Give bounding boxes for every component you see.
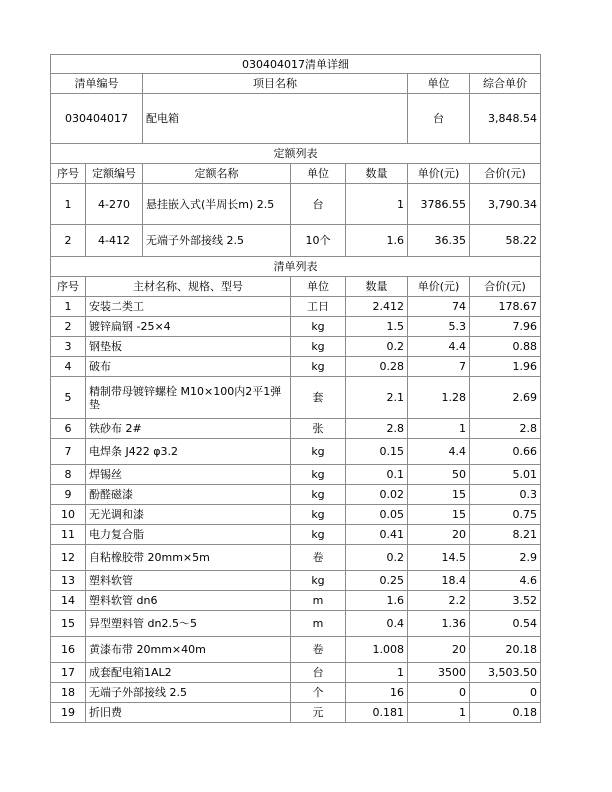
material-unit: 卷 bbox=[291, 545, 346, 571]
material-unit-price: 50 bbox=[408, 465, 470, 485]
material-unit: 套 bbox=[291, 377, 346, 419]
item-row bbox=[51, 94, 541, 144]
material-unit: kg bbox=[291, 439, 346, 465]
quota-col-unit: 单位 bbox=[291, 164, 346, 184]
material-qty: 0.02 bbox=[346, 485, 408, 505]
material-seq: 6 bbox=[51, 419, 86, 439]
material-unit-price: 20 bbox=[408, 637, 470, 663]
material-unit: kg bbox=[291, 505, 346, 525]
material-unit-price: 4.4 bbox=[408, 337, 470, 357]
material-seq: 15 bbox=[51, 611, 86, 637]
material-total: 0.54 bbox=[470, 611, 541, 637]
material-name: 黄漆布带 20mm×40m bbox=[86, 637, 291, 663]
quota-name: 悬挂嵌入式(半周长m) 2.5 bbox=[143, 184, 291, 225]
material-total: 2.69 bbox=[470, 377, 541, 419]
quota-name: 无端子外部接线 2.5 bbox=[143, 225, 291, 257]
material-unit: 卷 bbox=[291, 637, 346, 663]
material-unit: kg bbox=[291, 485, 346, 505]
material-total: 0.88 bbox=[470, 337, 541, 357]
table-row bbox=[51, 611, 541, 637]
material-name: 折旧费 bbox=[86, 703, 291, 723]
item-price: 3,848.54 bbox=[470, 94, 541, 144]
material-name: 镀锌扁钢 -25×4 bbox=[86, 317, 291, 337]
material-qty: 16 bbox=[346, 683, 408, 703]
material-unit: m bbox=[291, 611, 346, 637]
material-total: 0 bbox=[470, 683, 541, 703]
header-name: 项目名称 bbox=[143, 74, 408, 94]
material-seq: 5 bbox=[51, 377, 86, 419]
material-total: 0.66 bbox=[470, 439, 541, 465]
quota-col-qty: 数量 bbox=[346, 164, 408, 184]
materials-col-unit: 单位 bbox=[291, 277, 346, 297]
materials-header-row bbox=[51, 277, 541, 297]
table-row bbox=[51, 545, 541, 571]
material-unit-price: 5.3 bbox=[408, 317, 470, 337]
material-name: 成套配电箱1AL2 bbox=[86, 663, 291, 683]
header-row bbox=[51, 74, 541, 94]
header-price: 综合单价 bbox=[470, 74, 541, 94]
material-seq: 9 bbox=[51, 485, 86, 505]
material-seq: 4 bbox=[51, 357, 86, 377]
materials-col-qty: 数量 bbox=[346, 277, 408, 297]
material-total: 3,503.50 bbox=[470, 663, 541, 683]
material-name: 塑料软管 bbox=[86, 571, 291, 591]
material-unit-price: 0 bbox=[408, 683, 470, 703]
material-total: 7.96 bbox=[470, 317, 541, 337]
material-total: 5.01 bbox=[470, 465, 541, 485]
material-total: 0.18 bbox=[470, 703, 541, 723]
table-row bbox=[51, 525, 541, 545]
item-name: 配电箱 bbox=[143, 94, 408, 144]
material-unit: 元 bbox=[291, 703, 346, 723]
material-seq: 17 bbox=[51, 663, 86, 683]
material-unit: 个 bbox=[291, 683, 346, 703]
quota-seq: 1 bbox=[51, 184, 86, 225]
material-seq: 1 bbox=[51, 297, 86, 317]
material-total: 4.6 bbox=[470, 571, 541, 591]
item-unit: 台 bbox=[408, 94, 470, 144]
material-qty: 0.25 bbox=[346, 571, 408, 591]
table-row bbox=[51, 419, 541, 439]
quota-seq: 2 bbox=[51, 225, 86, 257]
material-name: 酚醛磁漆 bbox=[86, 485, 291, 505]
material-unit-price: 1.36 bbox=[408, 611, 470, 637]
materials-section-row bbox=[51, 257, 541, 277]
material-unit-price: 18.4 bbox=[408, 571, 470, 591]
material-unit-price: 14.5 bbox=[408, 545, 470, 571]
table-row bbox=[51, 357, 541, 377]
material-name: 塑料软管 dn6 bbox=[86, 591, 291, 611]
table-row bbox=[51, 465, 541, 485]
material-seq: 10 bbox=[51, 505, 86, 525]
material-name: 无端子外部接线 2.5 bbox=[86, 683, 291, 703]
item-code: 030404017 bbox=[51, 94, 143, 144]
table-row bbox=[51, 663, 541, 683]
material-seq: 19 bbox=[51, 703, 86, 723]
material-unit: 张 bbox=[291, 419, 346, 439]
material-seq: 12 bbox=[51, 545, 86, 571]
table-row bbox=[51, 337, 541, 357]
table-row bbox=[51, 297, 541, 317]
quota-row bbox=[51, 184, 541, 225]
material-unit: kg bbox=[291, 525, 346, 545]
material-total: 20.18 bbox=[470, 637, 541, 663]
material-name: 钢垫板 bbox=[86, 337, 291, 357]
quota-unit: 台 bbox=[291, 184, 346, 225]
material-qty: 1.008 bbox=[346, 637, 408, 663]
material-unit-price: 1 bbox=[408, 419, 470, 439]
quota-total: 58.22 bbox=[470, 225, 541, 257]
material-qty: 0.181 bbox=[346, 703, 408, 723]
material-total: 0.3 bbox=[470, 485, 541, 505]
material-qty: 2.412 bbox=[346, 297, 408, 317]
table-row bbox=[51, 317, 541, 337]
material-unit: kg bbox=[291, 337, 346, 357]
material-total: 8.21 bbox=[470, 525, 541, 545]
table-row bbox=[51, 505, 541, 525]
material-unit-price: 15 bbox=[408, 485, 470, 505]
material-unit-price: 20 bbox=[408, 525, 470, 545]
quota-col-total: 合价(元) bbox=[470, 164, 541, 184]
quota-col-unit-price: 单价(元) bbox=[408, 164, 470, 184]
quota-unit-price: 3786.55 bbox=[408, 184, 470, 225]
table-row bbox=[51, 683, 541, 703]
material-seq: 2 bbox=[51, 317, 86, 337]
material-seq: 16 bbox=[51, 637, 86, 663]
quota-total: 3,790.34 bbox=[470, 184, 541, 225]
quota-col-name: 定额名称 bbox=[143, 164, 291, 184]
material-unit-price: 15 bbox=[408, 505, 470, 525]
material-seq: 11 bbox=[51, 525, 86, 545]
quota-qty: 1.6 bbox=[346, 225, 408, 257]
quota-code: 4-412 bbox=[86, 225, 143, 257]
material-seq: 18 bbox=[51, 683, 86, 703]
quota-unit-price: 36.35 bbox=[408, 225, 470, 257]
material-qty: 0.2 bbox=[346, 337, 408, 357]
material-name: 焊锡丝 bbox=[86, 465, 291, 485]
material-qty: 0.28 bbox=[346, 357, 408, 377]
materials-section-title: 清单列表 bbox=[51, 257, 541, 277]
material-name: 电力复合脂 bbox=[86, 525, 291, 545]
material-unit: kg bbox=[291, 571, 346, 591]
material-name: 电焊条 J422 φ3.2 bbox=[86, 439, 291, 465]
material-total: 2.9 bbox=[470, 545, 541, 571]
quota-section-row bbox=[51, 144, 541, 164]
material-qty: 0.2 bbox=[346, 545, 408, 571]
materials-col-unit-price: 单价(元) bbox=[408, 277, 470, 297]
materials-col-total: 合价(元) bbox=[470, 277, 541, 297]
title-row bbox=[51, 55, 541, 74]
material-qty: 1.5 bbox=[346, 317, 408, 337]
material-name: 安装二类工 bbox=[86, 297, 291, 317]
material-qty: 0.41 bbox=[346, 525, 408, 545]
material-unit-price: 3500 bbox=[408, 663, 470, 683]
quota-qty: 1 bbox=[346, 184, 408, 225]
table-row bbox=[51, 591, 541, 611]
material-seq: 8 bbox=[51, 465, 86, 485]
material-unit: kg bbox=[291, 317, 346, 337]
material-total: 2.8 bbox=[470, 419, 541, 439]
material-unit: m bbox=[291, 591, 346, 611]
material-qty: 1 bbox=[346, 663, 408, 683]
material-name: 无光调和漆 bbox=[86, 505, 291, 525]
material-qty: 0.15 bbox=[346, 439, 408, 465]
table-row bbox=[51, 377, 541, 419]
quota-section-title: 定额列表 bbox=[51, 144, 541, 164]
material-qty: 0.4 bbox=[346, 611, 408, 637]
quota-col-code: 定额编号 bbox=[86, 164, 143, 184]
quota-row bbox=[51, 225, 541, 257]
material-unit: 台 bbox=[291, 663, 346, 683]
material-seq: 3 bbox=[51, 337, 86, 357]
material-unit: 工日 bbox=[291, 297, 346, 317]
header-unit: 单位 bbox=[408, 74, 470, 94]
material-seq: 13 bbox=[51, 571, 86, 591]
material-name: 铁砂布 2# bbox=[86, 419, 291, 439]
material-unit-price: 74 bbox=[408, 297, 470, 317]
material-unit-price: 2.2 bbox=[408, 591, 470, 611]
quota-col-seq: 序号 bbox=[51, 164, 86, 184]
table-row bbox=[51, 571, 541, 591]
material-unit: kg bbox=[291, 357, 346, 377]
bill-detail-table bbox=[50, 54, 541, 723]
material-unit-price: 1.28 bbox=[408, 377, 470, 419]
quota-code: 4-270 bbox=[86, 184, 143, 225]
material-qty: 0.1 bbox=[346, 465, 408, 485]
material-qty: 2.1 bbox=[346, 377, 408, 419]
table-title: 030404017清单详细 bbox=[51, 55, 541, 74]
material-seq: 14 bbox=[51, 591, 86, 611]
material-name: 自粘橡胶带 20mm×5m bbox=[86, 545, 291, 571]
material-qty: 2.8 bbox=[346, 419, 408, 439]
table-row bbox=[51, 485, 541, 505]
quota-unit: 10个 bbox=[291, 225, 346, 257]
quota-header-row bbox=[51, 164, 541, 184]
material-total: 0.75 bbox=[470, 505, 541, 525]
material-unit-price: 7 bbox=[408, 357, 470, 377]
material-name: 精制带母镀锌螺栓 M10×100内2平1弹垫 bbox=[86, 377, 291, 419]
materials-col-name: 主材名称、规格、型号 bbox=[86, 277, 291, 297]
material-name: 异型塑料管 dn2.5～5 bbox=[86, 611, 291, 637]
header-code: 清单编号 bbox=[51, 74, 143, 94]
material-qty: 0.05 bbox=[346, 505, 408, 525]
materials-col-seq: 序号 bbox=[51, 277, 86, 297]
material-total: 3.52 bbox=[470, 591, 541, 611]
material-name: 破布 bbox=[86, 357, 291, 377]
material-unit-price: 1 bbox=[408, 703, 470, 723]
material-total: 1.96 bbox=[470, 357, 541, 377]
table-row bbox=[51, 439, 541, 465]
material-seq: 7 bbox=[51, 439, 86, 465]
material-unit-price: 4.4 bbox=[408, 439, 470, 465]
material-qty: 1.6 bbox=[346, 591, 408, 611]
material-total: 178.67 bbox=[470, 297, 541, 317]
material-unit: kg bbox=[291, 465, 346, 485]
table-row bbox=[51, 637, 541, 663]
table-row bbox=[51, 703, 541, 723]
